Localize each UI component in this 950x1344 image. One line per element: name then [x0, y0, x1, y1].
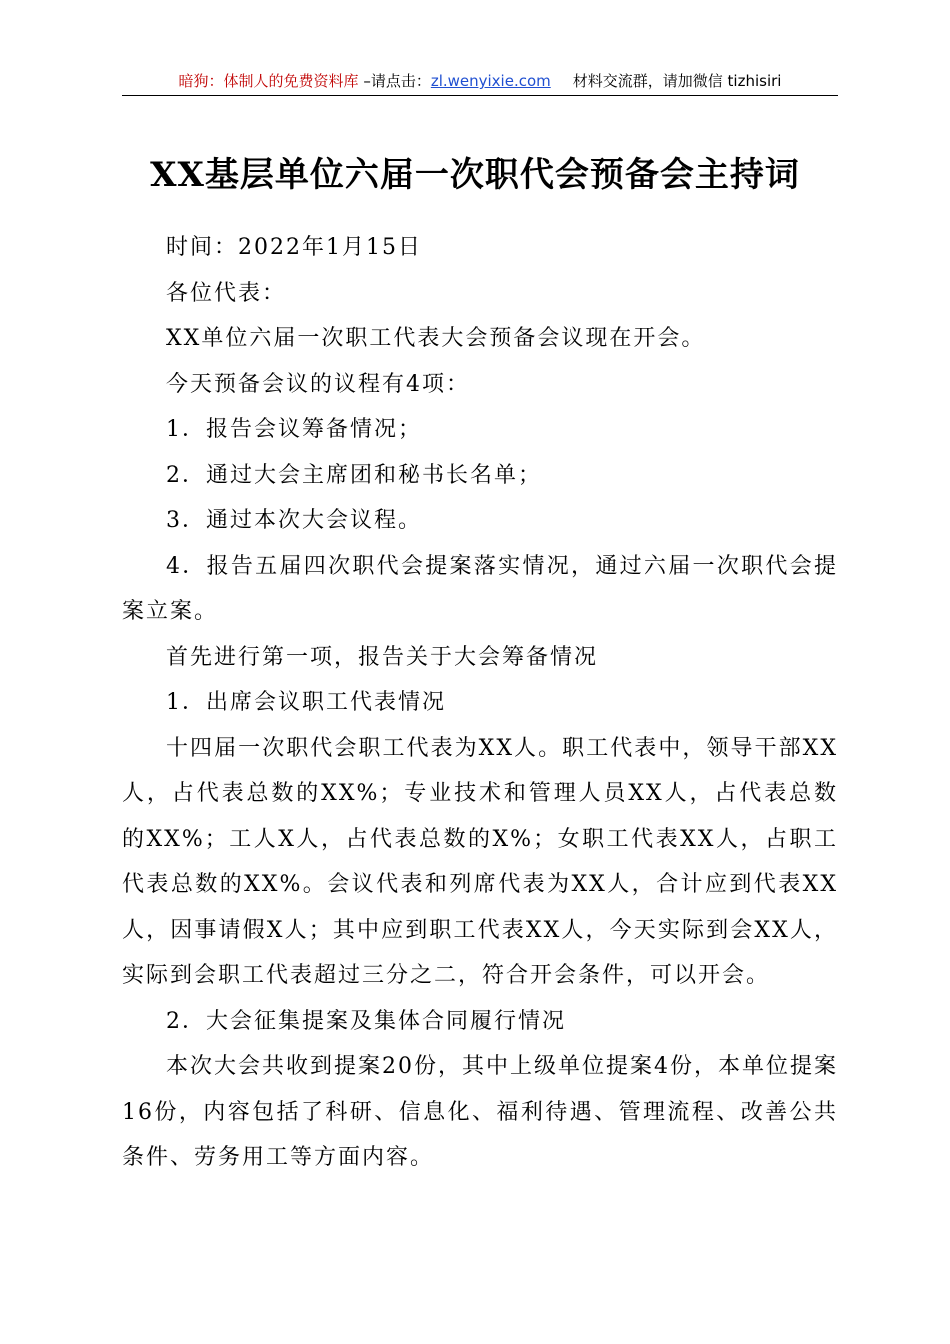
- section-heading: 1．出席会议职工代表情况: [166, 690, 446, 715]
- agenda-item: 2．通过大会主席团和秘书长名单；: [166, 462, 542, 488]
- header-link[interactable]: zl.wenyixie.com: [430, 72, 551, 90]
- document-body: [122, 225, 838, 1181]
- meeting-time: 时间：2022年1月15日: [166, 235, 422, 260]
- paragraph: 本次大会共收到提案20份，其中上级单位提案4份，本单位提案16份，内容包括了科研、信息化、福利待遇、管理流程、改善公共条件、劳务用工等方面内容。: [122, 1054, 838, 1170]
- header-click-prompt: –请点击：: [358, 72, 431, 90]
- paragraph: 十四届一次职代会职工代表为XX人。职工代表中，领导干部XX人，占代表总数的XX%；专业技术和管理人员XX人，占代表总数的XX%；工人X人，占代表总数的X%；女职工代表XX人，占职工代表总数的XX%。会议代表和列席代表为XX人，合计应到代表XX人，因事请假X人；其中应到职工代表XX人，今天实际到会XX人，实际到会职工代表超过三分之二，符合开会条件，可以开会。: [122, 735, 838, 988]
- header-brand: 暗狗：体制人的免费资料库: [178, 72, 359, 90]
- paragraph: 首先进行第一项，报告关于大会筹备情况: [166, 644, 599, 670]
- agenda-intro: 今天预备会议的议程有4项：: [166, 371, 470, 397]
- document-title: XX基层单位六届一次职代会预备会主持词: [150, 155, 800, 195]
- header-wechat-note: 材料交流群，请加微信 tizhisiri: [572, 72, 782, 90]
- agenda-item: 1．报告会议筹备情况；: [166, 417, 422, 442]
- agenda-item: 4．报告五届四次职代会提案落实情况，通过六届一次职代会提案立案。: [122, 553, 838, 624]
- section-heading: 2．大会征集提案及集体合同履行情况: [166, 1008, 566, 1034]
- page-header: [122, 68, 838, 94]
- header-divider: [122, 95, 838, 96]
- agenda-item: 3．通过本次大会议程。: [166, 508, 422, 533]
- salutation: 各位代表：: [166, 280, 287, 306]
- paragraph: XX单位六届一次职工代表大会预备会议现在开会。: [166, 326, 706, 351]
